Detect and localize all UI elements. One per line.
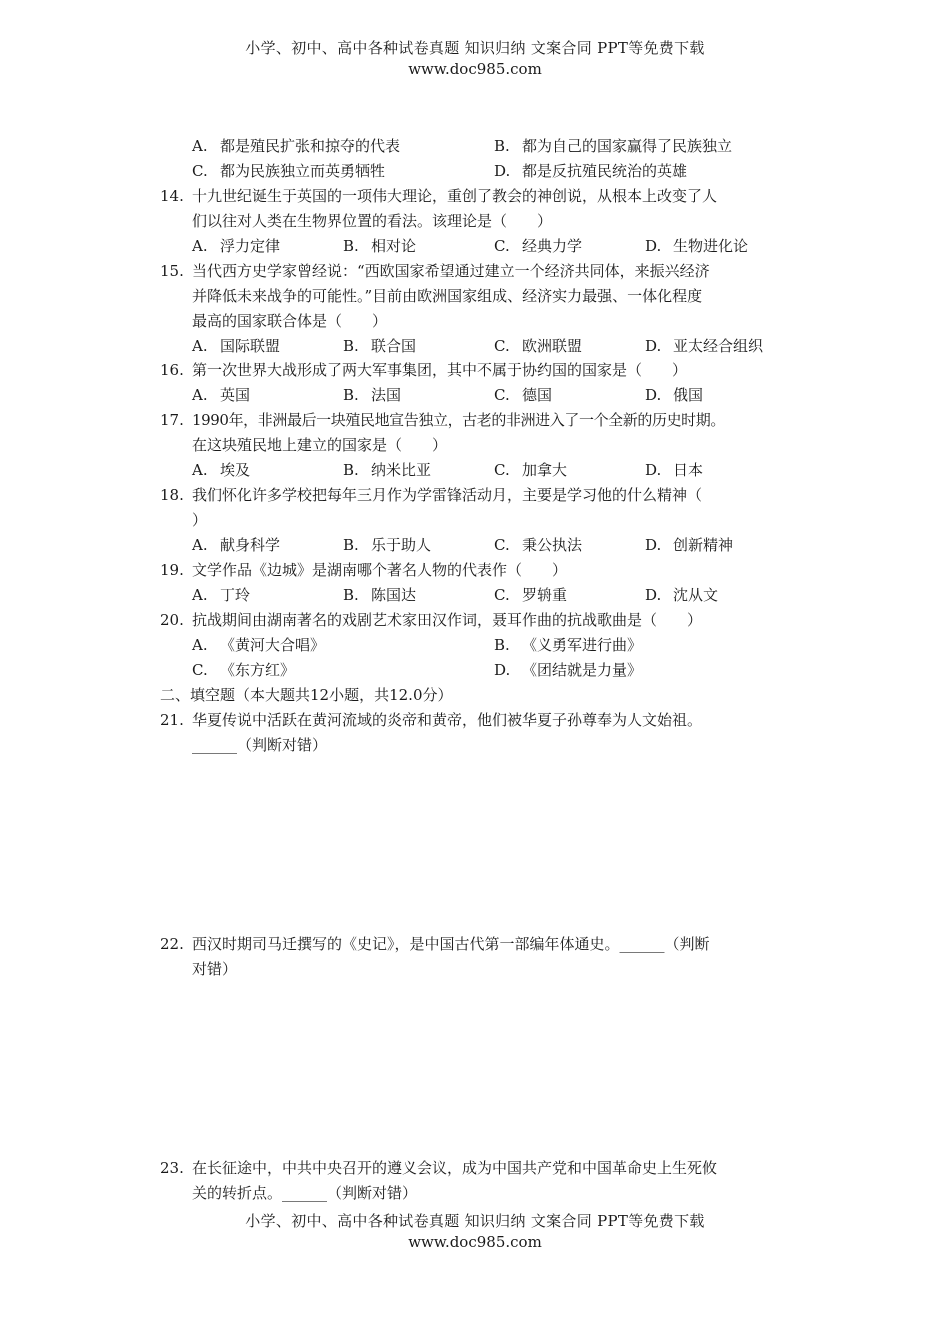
question-text: 第一次世界大战形成了两大军事集团，其中不属于协约国的国家是（ ） — [192, 361, 688, 379]
question-text: 十九世纪诞生于英国的一项伟大理论，重创了教会的神创说，从根本上改变了人 — [192, 187, 718, 205]
option-d: D. 沈从文 — [645, 586, 719, 604]
option-d: D. 俄国 — [645, 386, 704, 404]
question-text: 华夏传说中活跃在黄河流域的炎帝和黄帝，他们被华夏子孙尊奉为人文始祖。 — [192, 711, 703, 729]
question-text: 在这块殖民地上建立的国家是（ ） — [192, 436, 448, 454]
question-number: 20. — [160, 611, 184, 629]
option-b: B. 联合国 — [343, 337, 417, 355]
question-number: 23. — [160, 1159, 184, 1177]
page-footer — [0, 1211, 950, 1253]
option-c: C. 经典力学 — [494, 237, 583, 255]
option-a: A. 《黄河大合唱》 — [192, 636, 326, 654]
page-header — [0, 38, 950, 80]
q13-option-b: B. 都为自己的国家赢得了民族独立 — [494, 137, 733, 155]
question-number: 15. — [160, 262, 184, 280]
option-d: D. 亚太经合组织 — [645, 337, 764, 355]
option-a: A. 浮力定律 — [192, 237, 281, 255]
option-c: C. 欧洲联盟 — [494, 337, 583, 355]
option-c: C. 秉公执法 — [494, 536, 583, 554]
option-d: D. 《团结就是力量》 — [494, 661, 643, 679]
question-text: 西汉时期司马迁撰写的《史记》，是中国古代第一部编年体通史。______（判断 — [192, 935, 710, 953]
option-c: C. 德国 — [494, 386, 553, 404]
footer-text: 小学、初中、高中各种试卷真题 知识归纳 文案合同 PPT等免费下载 — [245, 1212, 705, 1230]
question-text: 在长征途中，中共中央召开的遵义会议，成为中国共产党和中国革命史上生死攸 — [192, 1159, 718, 1177]
question-text: 文学作品《边城》是湖南哪个著名人物的代表作（ ） — [192, 561, 568, 579]
option-a: A. 国际联盟 — [192, 337, 281, 355]
option-a: A. 英国 — [192, 386, 251, 404]
question-text: ______（判断对错） — [192, 736, 328, 754]
question-number: 19. — [160, 561, 184, 579]
question-text: 1990年，非洲最后一块殖民地宣告独立，古老的非洲进入了一个全新的历史时期。 — [192, 411, 725, 429]
question-number: 22. — [160, 935, 184, 953]
q13-option-c: C. 都为民族独立而英勇牺牲 — [192, 162, 386, 180]
question-number: 17. — [160, 411, 184, 429]
option-d: D. 日本 — [645, 461, 704, 479]
header-text: 小学、初中、高中各种试卷真题 知识归纳 文案合同 PPT等免费下载 — [245, 39, 705, 57]
question-text: 们以往对人类在生物界位置的看法。该理论是（ ） — [192, 212, 553, 230]
question-number: 14. — [160, 187, 184, 205]
question-number: 16. — [160, 361, 184, 379]
section-title: 二、填空题（本大题共12小题，共12.0分） — [160, 686, 453, 704]
q13-option-a: A. 都是殖民扩张和掠夺的代表 — [192, 137, 401, 155]
option-b: B. 纳米比亚 — [343, 461, 432, 479]
option-d: D. 创新精神 — [645, 536, 734, 554]
option-c: C. 罗辀重 — [494, 586, 568, 604]
question-number: 18. — [160, 486, 184, 504]
option-b: B. 陈国达 — [343, 586, 417, 604]
question-text: 对错） — [192, 960, 238, 978]
question-text: 关的转折点。______（判断对错） — [192, 1184, 418, 1202]
question-text: 并降低未来战争的可能性。”目前由欧洲国家组成、经济实力最强、一体化程度 — [192, 287, 703, 305]
header-url: www.doc985.com — [408, 60, 542, 78]
option-c: C. 加拿大 — [494, 461, 568, 479]
option-b: B. 法国 — [343, 386, 402, 404]
question-number: 21. — [160, 711, 184, 729]
option-a: A. 献身科学 — [192, 536, 281, 554]
question-text: 我们怀化许多学校把每年三月作为学雷锋活动月，主要是学习他的什么精神（ — [192, 486, 703, 504]
option-b: B. 相对论 — [343, 237, 417, 255]
question-text: ） — [192, 511, 208, 529]
q13-option-d: D. 都是反抗殖民统治的英雄 — [494, 162, 688, 180]
question-text: 最高的国家联合体是（ ） — [192, 312, 388, 330]
option-b: B. 《义勇军进行曲》 — [494, 636, 643, 654]
option-d: D. 生物进化论 — [645, 237, 749, 255]
question-text: 当代西方史学家曾经说：“西欧国家希望通过建立一个经济共同体，来振兴经济 — [192, 262, 710, 280]
option-c: C. 《东方红》 — [192, 661, 296, 679]
footer-url: www.doc985.com — [408, 1233, 542, 1251]
option-a: A. 丁玲 — [192, 586, 251, 604]
option-a: A. 埃及 — [192, 461, 251, 479]
option-b: B. 乐于助人 — [343, 536, 432, 554]
question-text: 抗战期间由湖南著名的戏剧艺术家田汉作词，聂耳作曲的抗战歌曲是（ ） — [192, 611, 703, 629]
